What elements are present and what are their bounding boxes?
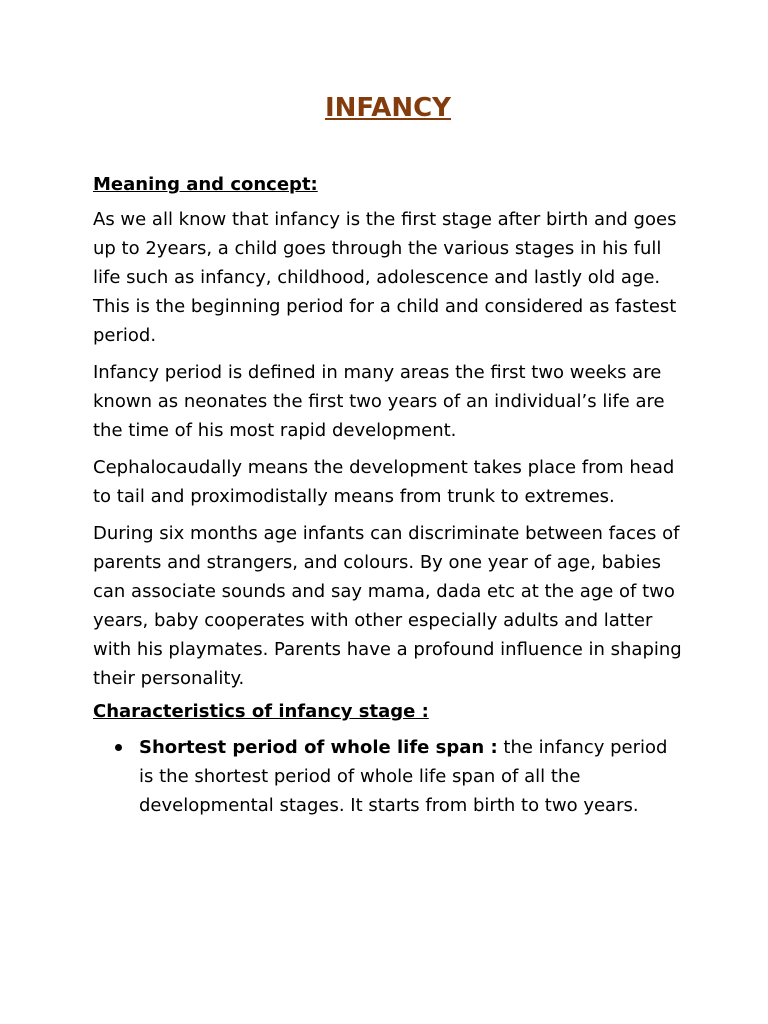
section-heading-meaning: Meaning and concept:	[93, 174, 318, 195]
bullet-term: Shortest period of whole life span :	[139, 737, 498, 758]
document-page	[93, 88, 683, 820]
bullet-icon	[115, 744, 122, 751]
paragraph: Infancy period is defined in many areas the first two weeks are known as neonates the first two years of an individual’s life are the time of his most rapid development.	[93, 362, 665, 441]
list-item	[93, 733, 683, 820]
characteristics-list	[93, 733, 683, 820]
paragraph: During six months age infants can discriminate between faces of parents and strangers, and colours. By one year of age, babies can associate sounds and say mama, dada etc at the age of two years, baby cooperates with other especially adults and latter with his playmates. Parents have a profound influence in shaping their personality.	[93, 523, 682, 689]
document-title: INFANCY	[324, 93, 451, 123]
section-heading-characteristics: Characteristics of infancy stage :	[93, 701, 429, 722]
bullet-text: the infancy period is the shortest period of whole life span of all the developmental stages. It starts from birth to two years.	[139, 737, 668, 816]
paragraph: As we all know that infancy is the first stage after birth and goes up to 2years, a child goes through the various stages in his full life such as infancy, childhood, adolescence and lastly old age. This is the beginning period for a child and considered as fastest period.	[93, 209, 677, 346]
paragraph: Cephalocaudally means the development takes place from head to tail and proximodistally means from trunk to extremes.	[93, 457, 675, 507]
